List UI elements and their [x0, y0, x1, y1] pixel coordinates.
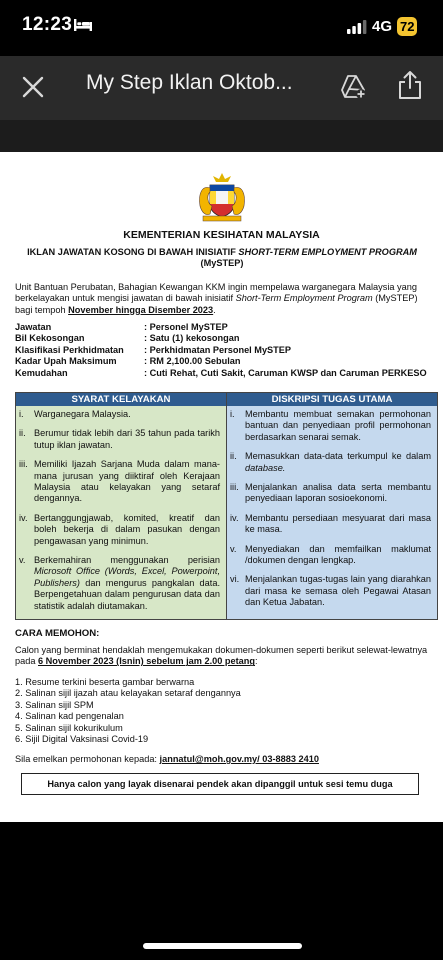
document-page[interactable] — [0, 152, 443, 822]
qualification-item: ii. Berumur tidak lebih dari 35 tahun pada tarikh tutup iklan jawatan. — [19, 428, 220, 450]
sleep-mode-icon — [74, 19, 92, 31]
qualifications-header: SYARAT KELAYAKAN — [16, 393, 226, 406]
duty-item: vi. Menjalankan tugas-tugas lain yang diarahkan dari masa ke semasa oleh Pegawai Atasan dan Ketua Jabatan. — [230, 574, 431, 608]
status-bar — [0, 0, 443, 56]
qualification-item: v. Berkemahiran menggunakan perisian Microsoft Office (Words, Excel, Powerpoint, Publishers) dan mengurus pangkalan data. Berpengetahuan dalam pengurusan data dan statistik adalah diutamakan. — [19, 555, 220, 611]
how-to-apply-heading: CARA MEMOHON: — [15, 628, 100, 639]
duty-item: iii. Menjalankan analisa data serta membantu penyediaan laporan sosioekonomi. — [230, 482, 431, 504]
contact-link[interactable]: jannatul@moh.gov.my/ 03-8883 2410 — [159, 754, 319, 764]
duty-item: i. Membantu membuat semakan permohonan bantuan dan penyediaan profil permohonan berdasarkan senarai semak. — [230, 409, 431, 442]
signal-icon — [347, 20, 367, 34]
list-item: 3. Salinan sijil SPM — [15, 699, 94, 710]
detail-row: Jawatan : Personel MySTEP — [15, 322, 228, 332]
duty-item: ii. Memasukkan data-data terkumpul ke dalam database. — [230, 451, 431, 473]
qualification-item: iii. Memiliki Ijazah Sarjana Muda dalam mana-mana jurusan yang diiktiraf oleh Kerajaan Malaysia atau kelayakan yang setaraf dengannya. — [19, 459, 220, 504]
how-to-apply-paragraph: Calon yang berminat hendaklah mengemukakan dokumen-dokumen seperti berikut selewat-lewatnya pada 6 November 2023 (Isnin) sebelum jam 2.00 petang: — [15, 645, 428, 667]
close-icon[interactable] — [20, 74, 46, 100]
list-item: 5. Salinan sijil kokurikulum — [15, 722, 123, 733]
status-time: 12:23 — [22, 14, 73, 35]
intro-paragraph: Unit Bantuan Perubatan, Bahagian Kewangan KKM ingin mempelawa warganegara Malaysia yang berkelayakan untuk mengisi jawatan di bawah inisiatif Short-Term Employment Program (MySTEP) bagi tempoh November hingga Disember 2023. — [15, 282, 418, 315]
ministry-heading: KEMENTERIAN KESIHATAN MALAYSIA — [123, 229, 320, 241]
required-documents-list — [15, 677, 430, 745]
requirements-table — [15, 392, 438, 620]
qualification-item: i. Warganegara Malaysia. — [19, 409, 131, 419]
network-type: 4G — [372, 18, 393, 35]
advertisement-title: IKLAN JAWATAN KOSONG DI BAWAH INISIATIF SHORT-TERM EMPLOYMENT PROGRAM (MySTEP) — [27, 247, 417, 269]
battery-indicator: 72 — [397, 17, 417, 36]
duty-item: iv. Membantu persediaan mesyuarat dari masa ke masa. — [230, 512, 431, 535]
duties-header: DISKRIPSI TUGAS UTAMA — [227, 393, 437, 406]
list-item: 2. Salinan sijil ijazah atau kelayakan setaraf dengannya — [15, 688, 241, 699]
home-indicator[interactable] — [143, 943, 302, 949]
document-title: My Step Iklan Oktob... — [86, 71, 293, 94]
detail-row: Klasifikasi Perkhidmatan : Perkhidmatan Personel MySTEP — [15, 344, 292, 355]
list-item: 6. Sijil Digital Vaksinasi Covid-19 — [15, 734, 149, 745]
list-item: 1. Resume terkini beserta gambar berwarna — [15, 677, 195, 687]
viewer-top-margin — [0, 120, 443, 152]
viewer-bottom-area — [0, 822, 443, 960]
malaysia-coat-of-arms-icon — [192, 170, 252, 222]
job-details — [15, 322, 433, 379]
qualification-item: iv. Bertanggungjawab, komited, kreatif dan boleh bekerja di dalam pasukan dengan pengawasan yang minimun. — [19, 512, 220, 546]
duties-column — [227, 393, 437, 619]
shortlist-notice: Hanya calon yang layak disenarai pendek akan dipanggil untuk sesi temu duga — [21, 773, 419, 795]
add-to-drive-icon[interactable] — [339, 72, 367, 100]
share-icon[interactable] — [397, 70, 423, 100]
qualifications-column — [16, 393, 227, 619]
app-bar — [0, 56, 443, 120]
detail-row: Bil Kekosongan : Satu (1) kekosongan — [15, 333, 240, 344]
duty-item: v. Menyediakan dan memfailkan maklumat /dokumen dengan lengkap. — [230, 543, 431, 566]
detail-row: Kemudahan : Cuti Rehat, Cuti Sakit, Caruman KWSP dan Caruman PERKESO — [15, 367, 427, 378]
detail-row: Kadar Upah Maksimum : RM 2,100.00 Sebulan — [15, 356, 241, 367]
contact-line: Sila emelkan permohonan kepada: jannatul@moh.gov.my/ 03-8883 2410 — [15, 754, 319, 764]
list-item: 4. Salinan kad pengenalan — [15, 711, 124, 722]
